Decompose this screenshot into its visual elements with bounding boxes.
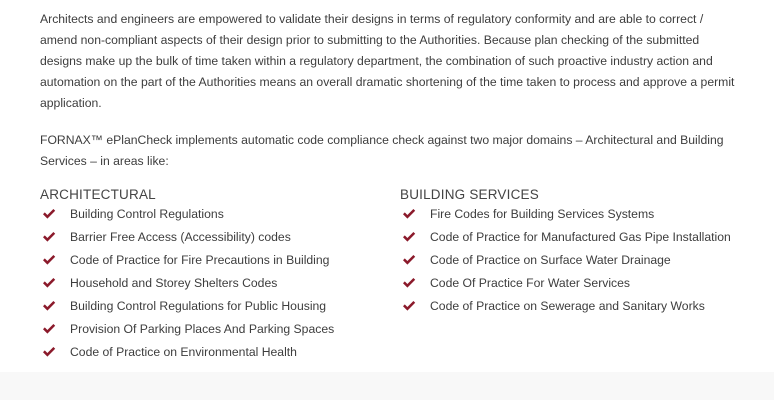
check-icon: [42, 323, 56, 335]
list-item-label: Code of Practice on Environmental Health: [70, 345, 297, 359]
section-divider-band: [0, 372, 774, 400]
list-item: [40, 320, 380, 343]
check-icon: [42, 231, 56, 243]
list-item: [400, 251, 760, 274]
check-icon: [42, 277, 56, 289]
list-item-label: Provision Of Parking Places And Parking Spaces: [70, 322, 335, 336]
list-item-label: Fire Codes for Building Services Systems: [430, 207, 655, 221]
check-icon: [42, 254, 56, 266]
building-services-column: [400, 185, 760, 320]
list-item-label: Building Control Regulations for Public Housing: [70, 299, 327, 313]
architectural-list: [40, 205, 380, 366]
check-icon: [402, 208, 416, 220]
list-item: [40, 274, 380, 297]
list-item-label: Code of Practice for Manufactured Gas Pipe Installation: [430, 230, 731, 244]
intro-section: [40, 9, 740, 188]
list-item-label: Building Control Regulations: [70, 207, 224, 221]
list-item: [400, 228, 760, 251]
architectural-column: [40, 185, 380, 366]
building-services-list: [400, 205, 760, 320]
check-icon: [42, 300, 56, 312]
compliance-domains: [40, 185, 760, 385]
list-item-label: Code of Practice on Sewerage and Sanitary Works: [430, 299, 705, 313]
list-item: [400, 297, 760, 320]
intro-paragraph: Architects and engineers are empowered to validate their designs in terms of regulatory conformity and are able to correct / amend non-compliant aspects of their design prior to submitting to the Authorities. Because plan checking of the submitted designs make up the bulk of time taken within a regulatory department, the combination of such proactive industry action and automation on the part of the Authorities means an overall dramatic shortening of the time taken to process and approve a permit application.: [40, 12, 735, 110]
list-item: [40, 251, 380, 274]
check-icon: [402, 254, 416, 266]
check-icon: [42, 346, 56, 358]
list-item-label: Code of Practice on Surface Water Drainage: [430, 253, 671, 267]
architectural-title: ARCHITECTURAL: [40, 187, 156, 202]
list-item-label: Barrier Free Access (Accessibility) codes: [70, 230, 291, 244]
check-icon: [402, 231, 416, 243]
list-item: [400, 205, 760, 228]
list-item: [400, 274, 760, 297]
list-item-label: Code Of Practice For Water Services: [430, 276, 631, 290]
check-icon: [402, 300, 416, 312]
domains-paragraph: FORNAX™ ePlanCheck implements automatic code compliance check against two major domains – Architectural and Building Services – in areas like:: [40, 133, 724, 168]
list-item-label: Code of Practice for Fire Precautions in Building: [70, 253, 330, 267]
check-icon: [42, 208, 56, 220]
list-item: [40, 297, 380, 320]
list-item: [40, 228, 380, 251]
list-item-label: Household and Storey Shelters Codes: [70, 276, 278, 290]
list-item: [40, 343, 380, 366]
building-services-title: BUILDING SERVICES: [400, 187, 539, 202]
list-item: [40, 205, 380, 228]
check-icon: [402, 277, 416, 289]
